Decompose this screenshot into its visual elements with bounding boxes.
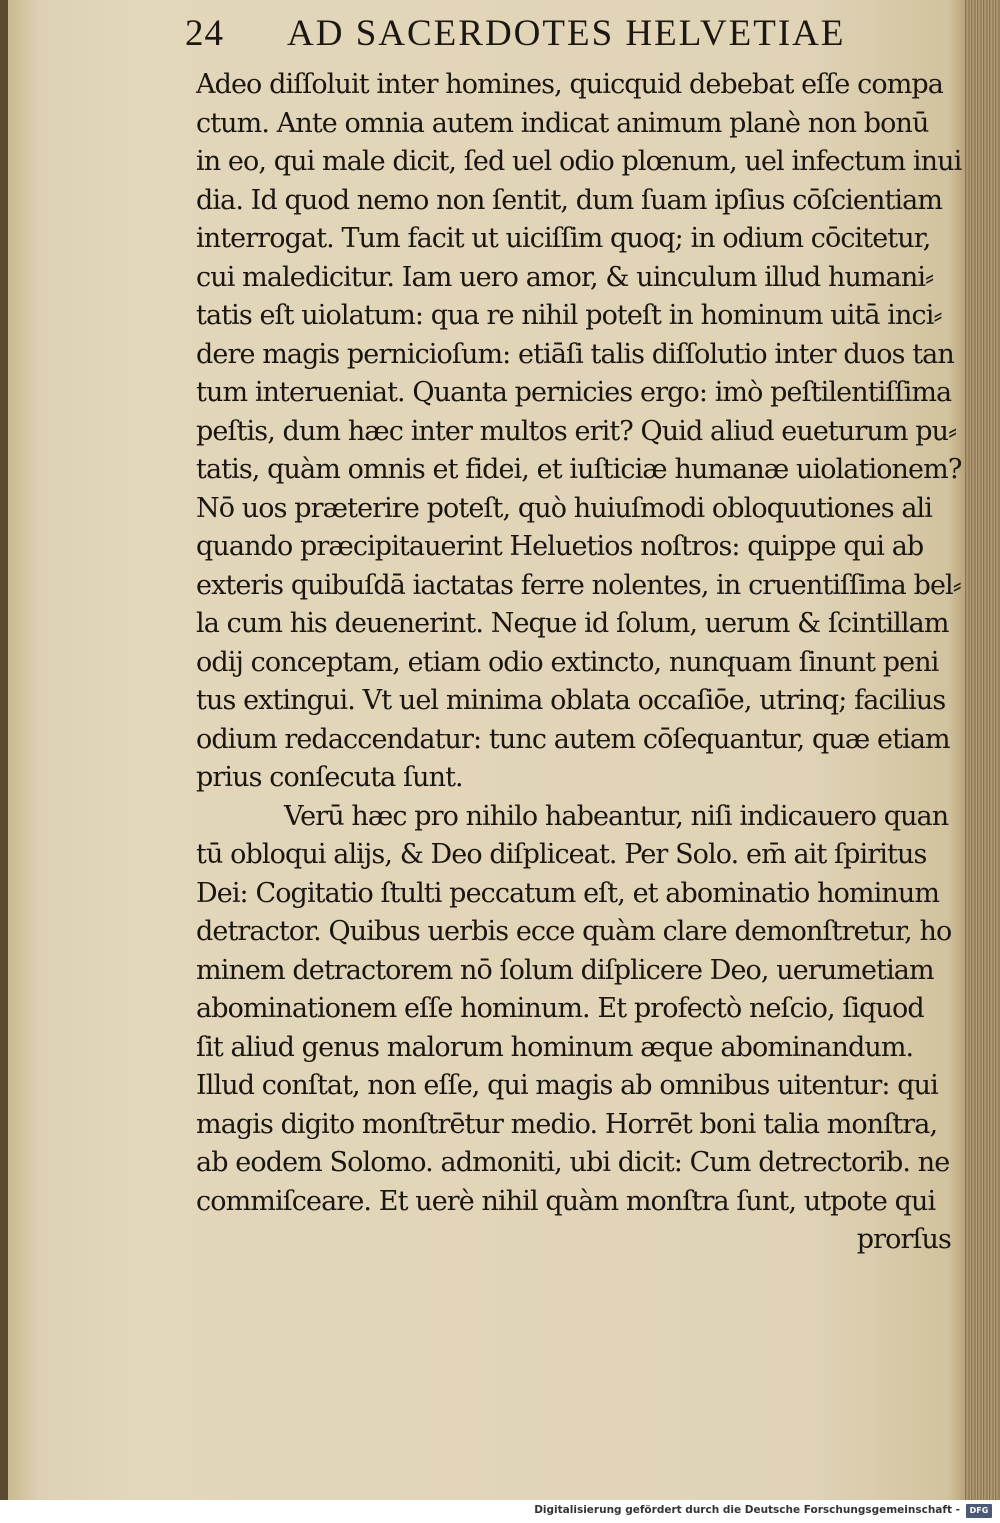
text-line: odij conceptam, etiam odio extincto, nunquam ſinunt peni [196,646,939,678]
dfg-logo: DFG [966,1504,992,1518]
text-line: tatis eſt uiolatum: qua re nihil poteſt in hominum uitā inci⸗ [196,300,942,331]
text-line: Dei: Cogitatio ſtulti peccatum eſt, et abominatio hominum [196,877,940,909]
text-line: ctum. Ante omnia autem indicat animum planè non bonū [196,107,929,139]
text-line: dia. Id quod nemo non ſentit, dum ſuam ipſius cōſcientiam [196,184,943,216]
text-line: minem detractorem nō ſolum diſplicere Deo, uerumetiam [196,954,934,986]
text-line: commiſceare. Et uerè nihil quàm monſtra ſunt, utpote qui [196,1185,936,1217]
text-line: odium redaccendatur: tunc autem cōſequantur, quæ etiam [196,723,950,755]
catchword: prorſus [856,1224,951,1255]
footer-bar [0,1500,1000,1523]
text-line: Adeo diſſoluit inter homines, quicquid debebat eſſe compa [196,69,943,100]
funding-notice: Digitalisierung gefördert durch die Deutsche Forschungsgemeinschaft - [534,1504,960,1516]
page-number: 24 [185,13,224,54]
text-line: peſtis, dum hæc inter multos erit? Quid aliud eueturum pu⸗ [196,415,957,447]
text-line: tum interueniat. Quanta pernicies ergo: imò peſtilentiſſima [196,377,952,408]
text-line: exteris quibuſdā iactatas ferre nolentes, in cruentiſſima bel⸗ [196,569,961,601]
text-line: in eo, qui male dicit, ſed uel odio plœnum, uel infectum inui [196,146,962,177]
text-line: quando præcipitauerint Heluetios noſtros: quippe qui ab [196,531,924,562]
text-line: tatis, quàm omnis et fidei, et iuſticiæ humanæ uiolationem? [196,454,962,485]
running-title: AD SACERDOTES HELVETIAE [287,13,846,54]
text-line: Illud conſtat, non eſſe, qui magis ab omnibus uitentur: qui [196,1070,938,1101]
page-edges [965,0,1000,1500]
text-line: detractor. Quibus uerbis ecce quàm clare demonſtretur, ho [196,916,952,947]
text-line: magis digito monſtrētur medio. Horrēt boni talia monſtra, [196,1108,938,1140]
text-line: ſit aliud genus malorum hominum æque abominandum. [196,1031,914,1063]
text-line: cui maledicitur. Iam uero amor, & uinculum illud humani⸗ [196,261,934,293]
body-text [196,66,961,1260]
page-header [185,12,885,60]
paragraph-first-line: Verū hæc pro nihilo habeantur, niſi indicauero quan [284,800,949,832]
text-line: tus extingui. Vt uel minima oblata occaſiōe, utrinq; facilius [196,685,946,716]
text-line: prius conſecuta ſunt. [196,762,463,793]
text-line: ab eodem Solomo. admoniti, ubi dicit: Cum detrectorib. ne [196,1147,950,1178]
text-line: tū obloqui alijs, & Deo diſpliceat. Per Solo. em̄ ait ſpiritus [196,839,927,870]
text-line: Nō uos præterire poteſt, quò huiuſmodi obloquutiones ali [196,492,933,524]
text-line: la cum his deuenerint. Neque id ſolum, uerum & ſcintillam [196,608,949,639]
text-line: interrogat. Tum facit ut uiciſſim quoq; in odium cōcitetur, [196,223,931,254]
text-line: dere magis pernicioſum: etiāſi talis diſſolutio inter duos tan [196,338,954,370]
text-line: abominationem eſſe hominum. Et profectò neſcio, ſiquod [196,993,924,1024]
